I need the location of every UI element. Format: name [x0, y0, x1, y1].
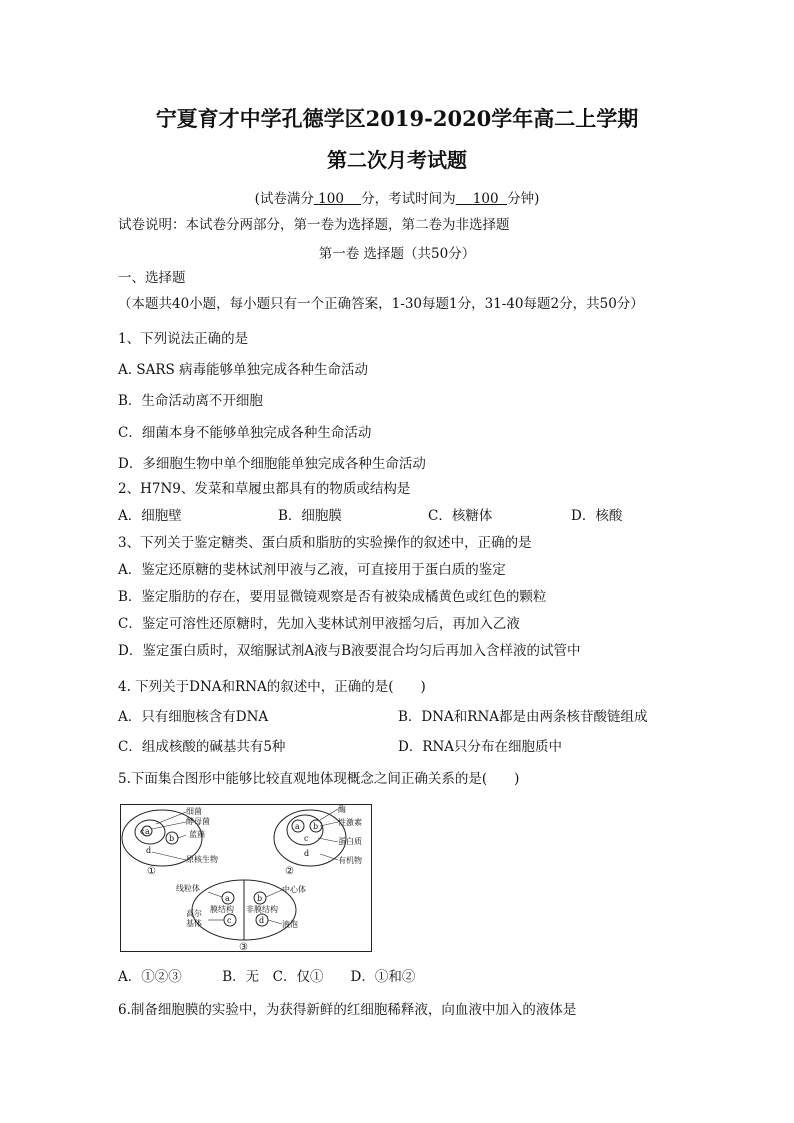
question-1-option-b: B．生命活动离不开细胞	[118, 393, 263, 409]
question-3-option-d: D．鉴定蛋白质时，双缩脲试剂A液与B液要混合均匀后再加入含样液的试管中	[118, 643, 581, 659]
d3-letter-b: b	[257, 894, 263, 903]
question-5-options: A．①②③ B．无 C．仅① D．①和②	[118, 969, 416, 985]
d2-label-protein: 蛋白质	[338, 837, 362, 846]
question-2-option-c: C．核糖体	[428, 508, 493, 524]
diagram-1	[122, 806, 218, 877]
question-1-option-d: D．多细胞生物中单个细胞能单独完成各种生命活动	[118, 456, 426, 472]
question-4-option-b: B．DNA和RNA都是由两条核苷酸链组成	[398, 709, 648, 725]
d1-label-bacteria: 细菌	[186, 807, 202, 816]
diagram-3	[176, 880, 306, 952]
question-2-option-a: A．细胞壁	[118, 508, 182, 524]
question-4-stem: 4. 下列关于DNA和RNA的叙述中，正确的是( )	[118, 679, 426, 695]
time-value: 100	[472, 191, 499, 207]
section-title: 一、选择题	[118, 270, 186, 286]
question-2-option-b: B．细胞膜	[278, 508, 342, 524]
exam-info	[0, 187, 794, 207]
question-3-option-c: C．鉴定可溶性还原糖时，先加入斐林试剂甲液摇匀后，再加入乙液	[118, 616, 520, 632]
d3-letter-c: c	[227, 916, 232, 925]
question-3-option-b: B．鉴定脂肪的存在，要用显微镜观察是否有被染成橘黄色或红色的颗粒	[118, 589, 547, 605]
d1-letter-b: b	[169, 834, 175, 843]
d3-label-vacuole: 液泡	[282, 920, 298, 929]
question-2-stem: 2、H7N9、发菜和草履虫都具有的物质或结构是	[118, 481, 411, 497]
d3-letter-d: d	[259, 916, 265, 925]
time-suffix: 分钟)	[507, 191, 540, 207]
d3-label-golgi-2: 基体	[186, 919, 202, 928]
d3-letter-a: a	[225, 894, 230, 903]
d1-number: ①	[147, 866, 156, 877]
d3-label-nonmembrane: 非膜结构	[246, 905, 278, 914]
diagram-2	[274, 804, 362, 877]
diagram-border	[121, 805, 372, 952]
d2-circle-d	[274, 810, 346, 866]
d2-label-hormone: 性激素	[338, 818, 362, 827]
d3-label-mito: 线粒体	[176, 884, 200, 893]
score-mid: 分，考试时间为	[361, 191, 456, 207]
d3-label-membrane: 膜结构	[210, 905, 234, 914]
part-title: 第一卷 选择题（共50分）	[318, 246, 476, 262]
d1-letter-d: d	[146, 846, 152, 855]
question-2-option-d: D．核酸	[571, 508, 623, 524]
question-3-option-a: A．鉴定还原糖的斐林试剂甲液与乙液，可直接用于蛋白质的鉴定	[118, 562, 506, 578]
d1-label-yeast: 酵母菌	[186, 817, 210, 826]
question-3-stem: 3、下列关于鉴定糖类、蛋白质和脂肪的实验操作的叙述中，正确的是	[118, 535, 532, 551]
d3-label-centriole: 中心体	[282, 885, 306, 894]
section-note: （本题共40小题，每小题只有一个正确答案，1-30每题1分，31-40每题2分，共50分）	[118, 296, 644, 312]
d1-letter-c: c	[140, 827, 145, 836]
question-1-option-a: A. SARS 病毒能够单独完成各种生命活动	[118, 362, 369, 378]
d2-label-organic: 有机物	[338, 856, 362, 865]
d2-letter-b: b	[313, 822, 319, 831]
d2-letter-a: a	[295, 822, 300, 831]
d2-letter-c: c	[304, 834, 309, 843]
d1-label-prokaryote: 原核生物	[186, 855, 218, 864]
question-4-option-d: D．RNA只分布在细胞质中	[398, 739, 563, 755]
question-4-option-a: A．只有细胞核含有DNA	[118, 709, 269, 725]
score-value: 100	[318, 191, 344, 207]
question-1-stem: 1、下列说法正确的是	[118, 331, 249, 347]
question-5-stem: 5.下面集合图形中能够比较直观地体现概念之间正确关系的是( )	[118, 771, 520, 787]
d3-number: ③	[239, 942, 248, 952]
question-6-stem: 6.制备细胞膜的实验中，为获得新鲜的红细胞稀释液，向血液中加入的液体是	[118, 1002, 577, 1018]
concept-set-diagram	[120, 804, 372, 952]
question-1-option-c: C．细菌本身不能够单独完成各种生命活动	[118, 425, 372, 441]
d2-letter-d: d	[304, 849, 310, 858]
d3-label-golgi-1: 高尔	[186, 909, 202, 918]
d1-label-algae: 蓝藻	[189, 830, 205, 839]
question-4-option-c: C．组成核酸的碱基共有5种	[118, 739, 286, 755]
d1-letter-a: a	[145, 827, 150, 836]
d2-number: ②	[285, 866, 294, 877]
exam-description: 试卷说明：本试卷分两部分，第一卷为选择题，第二卷为非选择题	[118, 217, 510, 233]
score-prefix: (试卷满分	[254, 191, 314, 207]
page-subtitle: 第二次月考试题	[327, 148, 467, 172]
page-title: 宁夏育才中学孔德学区2019-2020学年高二上学期	[155, 106, 639, 131]
d2-label-enzyme: 酶	[338, 805, 346, 814]
